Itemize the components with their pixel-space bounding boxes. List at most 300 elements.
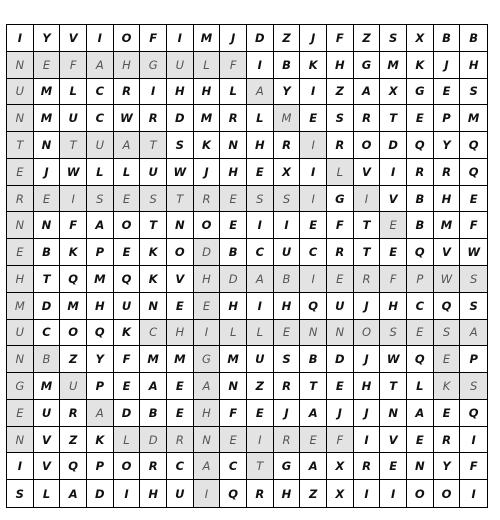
grid-cell[interactable]: V — [34, 427, 61, 454]
grid-cell[interactable]: X — [407, 25, 434, 52]
grid-cell[interactable]: E — [34, 52, 61, 79]
grid-cell[interactable]: I — [247, 293, 274, 320]
grid-cell[interactable]: P — [407, 266, 434, 293]
grid-cell[interactable]: F — [380, 266, 407, 293]
grid-cell[interactable]: S — [434, 320, 461, 347]
grid-cell[interactable]: L — [247, 105, 274, 132]
grid-cell[interactable]: N — [7, 212, 34, 239]
grid-cell[interactable]: R — [167, 427, 194, 454]
grid-cell[interactable]: T — [354, 212, 381, 239]
grid-cell[interactable]: H — [274, 480, 301, 507]
grid-cell[interactable]: N — [220, 373, 247, 400]
grid-cell[interactable]: A — [194, 373, 221, 400]
grid-cell[interactable]: M — [34, 373, 61, 400]
grid-cell[interactable]: R — [327, 239, 354, 266]
grid-cell[interactable]: S — [87, 186, 114, 213]
grid-cell[interactable]: P — [87, 453, 114, 480]
grid-cell[interactable]: R — [327, 132, 354, 159]
grid-cell[interactable]: O — [167, 239, 194, 266]
grid-cell[interactable]: N — [327, 320, 354, 347]
grid-cell[interactable]: C — [407, 293, 434, 320]
grid-cell[interactable]: I — [7, 25, 34, 52]
grid-cell[interactable]: I — [380, 159, 407, 186]
grid-cell[interactable]: S — [140, 186, 167, 213]
grid-cell[interactable]: T — [354, 239, 381, 266]
grid-cell[interactable]: S — [460, 266, 487, 293]
grid-cell[interactable]: I — [354, 186, 381, 213]
grid-cell[interactable]: D — [114, 400, 141, 427]
grid-cell[interactable]: S — [460, 373, 487, 400]
grid-cell[interactable]: N — [380, 400, 407, 427]
grid-cell[interactable]: W — [380, 346, 407, 373]
grid-cell[interactable]: E — [380, 239, 407, 266]
grid-cell[interactable]: L — [87, 159, 114, 186]
grid-cell[interactable]: H — [114, 52, 141, 79]
grid-cell[interactable]: U — [34, 400, 61, 427]
grid-cell[interactable]: M — [194, 25, 221, 52]
grid-cell[interactable]: N — [300, 320, 327, 347]
grid-cell[interactable]: I — [300, 266, 327, 293]
grid-cell[interactable]: A — [114, 132, 141, 159]
grid-cell[interactable]: D — [140, 427, 167, 454]
grid-cell[interactable]: E — [34, 186, 61, 213]
grid-cell[interactable]: E — [167, 400, 194, 427]
grid-cell[interactable]: R — [140, 453, 167, 480]
grid-cell[interactable]: D — [87, 480, 114, 507]
grid-cell[interactable]: K — [60, 239, 87, 266]
grid-cell[interactable]: Q — [407, 132, 434, 159]
grid-cell[interactable]: R — [114, 79, 141, 106]
grid-cell[interactable]: U — [7, 79, 34, 106]
grid-cell[interactable]: M — [194, 105, 221, 132]
grid-cell[interactable]: B — [407, 186, 434, 213]
grid-cell[interactable]: L — [327, 159, 354, 186]
grid-cell[interactable]: Z — [327, 79, 354, 106]
grid-cell[interactable]: T — [7, 132, 34, 159]
grid-cell[interactable]: E — [7, 239, 34, 266]
grid-cell[interactable]: I — [247, 212, 274, 239]
grid-cell[interactable]: F — [60, 212, 87, 239]
grid-cell[interactable]: C — [34, 320, 61, 347]
grid-cell[interactable]: I — [194, 480, 221, 507]
grid-cell[interactable]: Z — [354, 25, 381, 52]
grid-cell[interactable]: B — [140, 400, 167, 427]
grid-cell[interactable]: T — [34, 266, 61, 293]
grid-cell[interactable]: O — [354, 132, 381, 159]
grid-cell[interactable]: H — [460, 52, 487, 79]
grid-cell[interactable]: A — [300, 453, 327, 480]
grid-cell[interactable]: E — [114, 239, 141, 266]
grid-cell[interactable]: H — [167, 320, 194, 347]
grid-cell[interactable]: A — [87, 52, 114, 79]
grid-cell[interactable]: C — [167, 453, 194, 480]
grid-cell[interactable]: S — [460, 293, 487, 320]
grid-cell[interactable]: R — [354, 105, 381, 132]
grid-cell[interactable]: F — [114, 346, 141, 373]
grid-cell[interactable]: T — [167, 186, 194, 213]
grid-cell[interactable]: E — [247, 400, 274, 427]
grid-cell[interactable]: Q — [300, 293, 327, 320]
grid-cell[interactable]: W — [114, 105, 141, 132]
grid-cell[interactable]: U — [114, 293, 141, 320]
grid-cell[interactable]: F — [460, 212, 487, 239]
grid-cell[interactable]: K — [114, 320, 141, 347]
grid-cell[interactable]: L — [60, 79, 87, 106]
grid-cell[interactable]: F — [220, 400, 247, 427]
grid-cell[interactable]: Y — [274, 79, 301, 106]
grid-cell[interactable]: M — [274, 105, 301, 132]
grid-cell[interactable]: G — [407, 79, 434, 106]
grid-cell[interactable]: M — [167, 346, 194, 373]
grid-cell[interactable]: E — [380, 212, 407, 239]
grid-cell[interactable]: Q — [60, 453, 87, 480]
grid-cell[interactable]: N — [7, 105, 34, 132]
grid-cell[interactable]: A — [247, 79, 274, 106]
grid-cell[interactable]: B — [274, 266, 301, 293]
grid-cell[interactable]: Q — [60, 266, 87, 293]
grid-cell[interactable]: V — [34, 453, 61, 480]
grid-cell[interactable]: F — [140, 25, 167, 52]
grid-cell[interactable]: F — [60, 52, 87, 79]
grid-cell[interactable]: M — [87, 266, 114, 293]
grid-cell[interactable]: H — [354, 373, 381, 400]
grid-cell[interactable]: J — [327, 400, 354, 427]
grid-cell[interactable]: C — [87, 79, 114, 106]
grid-cell[interactable]: Q — [407, 346, 434, 373]
grid-cell[interactable]: L — [220, 79, 247, 106]
grid-cell[interactable]: U — [167, 52, 194, 79]
grid-cell[interactable]: H — [140, 480, 167, 507]
grid-cell[interactable]: M — [140, 346, 167, 373]
grid-cell[interactable]: H — [220, 159, 247, 186]
grid-cell[interactable]: N — [34, 132, 61, 159]
grid-cell[interactable]: I — [300, 132, 327, 159]
grid-cell[interactable]: U — [60, 373, 87, 400]
grid-cell[interactable]: V — [380, 186, 407, 213]
grid-cell[interactable]: M — [220, 346, 247, 373]
grid-cell[interactable]: G — [327, 186, 354, 213]
grid-cell[interactable]: O — [114, 25, 141, 52]
grid-cell[interactable]: Q — [434, 293, 461, 320]
grid-cell[interactable]: B — [274, 52, 301, 79]
grid-cell[interactable]: Y — [434, 453, 461, 480]
grid-cell[interactable]: A — [460, 320, 487, 347]
grid-cell[interactable]: U — [274, 239, 301, 266]
grid-cell[interactable]: E — [194, 293, 221, 320]
grid-cell[interactable]: G — [140, 52, 167, 79]
grid-cell[interactable]: M — [460, 105, 487, 132]
grid-cell[interactable]: Z — [60, 427, 87, 454]
grid-cell[interactable]: N — [7, 52, 34, 79]
grid-cell[interactable]: R — [354, 266, 381, 293]
grid-cell[interactable]: C — [140, 320, 167, 347]
grid-cell[interactable]: R — [274, 132, 301, 159]
grid-cell[interactable]: I — [87, 25, 114, 52]
grid-cell[interactable]: O — [114, 453, 141, 480]
grid-cell[interactable]: I — [460, 480, 487, 507]
grid-cell[interactable]: N — [34, 212, 61, 239]
grid-cell[interactable]: N — [167, 212, 194, 239]
grid-cell[interactable]: A — [87, 212, 114, 239]
grid-cell[interactable]: R — [354, 453, 381, 480]
grid-cell[interactable]: J — [300, 25, 327, 52]
grid-cell[interactable]: W — [460, 239, 487, 266]
grid-cell[interactable]: R — [407, 159, 434, 186]
grid-cell[interactable]: R — [220, 105, 247, 132]
grid-cell[interactable]: C — [300, 239, 327, 266]
grid-cell[interactable]: N — [407, 453, 434, 480]
grid-cell[interactable]: Z — [60, 346, 87, 373]
grid-cell[interactable]: D — [167, 105, 194, 132]
grid-cell[interactable]: B — [220, 239, 247, 266]
grid-cell[interactable]: A — [354, 79, 381, 106]
grid-cell[interactable]: R — [60, 400, 87, 427]
grid-cell[interactable]: A — [247, 266, 274, 293]
grid-cell[interactable]: K — [87, 427, 114, 454]
grid-cell[interactable]: E — [220, 212, 247, 239]
grid-cell[interactable]: A — [407, 400, 434, 427]
grid-cell[interactable]: Q — [460, 159, 487, 186]
grid-cell[interactable]: A — [140, 373, 167, 400]
grid-cell[interactable]: S — [460, 79, 487, 106]
grid-cell[interactable]: H — [7, 266, 34, 293]
grid-cell[interactable]: F — [460, 453, 487, 480]
grid-cell[interactable]: I — [274, 212, 301, 239]
grid-cell[interactable]: H — [434, 186, 461, 213]
grid-cell[interactable]: E — [434, 400, 461, 427]
grid-cell[interactable]: W — [434, 266, 461, 293]
grid-cell[interactable]: P — [87, 239, 114, 266]
grid-cell[interactable]: E — [7, 400, 34, 427]
grid-cell[interactable]: B — [34, 346, 61, 373]
grid-cell[interactable]: I — [60, 186, 87, 213]
grid-cell[interactable]: D — [247, 25, 274, 52]
grid-cell[interactable]: E — [300, 105, 327, 132]
grid-cell[interactable]: V — [60, 25, 87, 52]
grid-cell[interactable]: A — [87, 400, 114, 427]
grid-cell[interactable]: H — [87, 293, 114, 320]
grid-cell[interactable]: E — [434, 346, 461, 373]
grid-cell[interactable]: K — [407, 52, 434, 79]
grid-cell[interactable]: M — [60, 293, 87, 320]
grid-cell[interactable]: Z — [274, 25, 301, 52]
grid-cell[interactable]: Q — [220, 480, 247, 507]
grid-cell[interactable]: E — [220, 186, 247, 213]
grid-cell[interactable]: Y — [34, 25, 61, 52]
grid-cell[interactable]: G — [194, 346, 221, 373]
grid-cell[interactable]: E — [300, 212, 327, 239]
grid-cell[interactable]: S — [380, 25, 407, 52]
grid-cell[interactable]: J — [354, 400, 381, 427]
grid-cell[interactable]: E — [274, 320, 301, 347]
grid-cell[interactable]: E — [220, 427, 247, 454]
grid-cell[interactable]: J — [354, 293, 381, 320]
grid-cell[interactable]: I — [114, 480, 141, 507]
grid-cell[interactable]: U — [60, 105, 87, 132]
grid-cell[interactable]: D — [327, 346, 354, 373]
grid-cell[interactable]: S — [327, 105, 354, 132]
grid-cell[interactable]: R — [274, 427, 301, 454]
grid-cell[interactable]: C — [220, 453, 247, 480]
grid-cell[interactable]: V — [380, 427, 407, 454]
grid-cell[interactable]: E — [114, 373, 141, 400]
grid-cell[interactable]: I — [354, 480, 381, 507]
grid-cell[interactable]: U — [140, 159, 167, 186]
grid-cell[interactable]: B — [300, 346, 327, 373]
grid-cell[interactable]: Y — [434, 132, 461, 159]
grid-cell[interactable]: L — [34, 480, 61, 507]
grid-cell[interactable]: F — [327, 25, 354, 52]
grid-cell[interactable]: E — [114, 186, 141, 213]
grid-cell[interactable]: O — [60, 320, 87, 347]
grid-cell[interactable]: U — [7, 320, 34, 347]
grid-cell[interactable]: W — [167, 159, 194, 186]
grid-cell[interactable]: R — [434, 427, 461, 454]
grid-cell[interactable]: P — [434, 105, 461, 132]
grid-cell[interactable]: E — [327, 373, 354, 400]
grid-cell[interactable]: O — [114, 212, 141, 239]
grid-cell[interactable]: H — [327, 52, 354, 79]
grid-cell[interactable]: M — [34, 105, 61, 132]
grid-cell[interactable]: D — [194, 239, 221, 266]
grid-cell[interactable]: M — [434, 212, 461, 239]
grid-cell[interactable]: O — [354, 320, 381, 347]
grid-cell[interactable]: E — [407, 427, 434, 454]
grid-cell[interactable]: M — [34, 79, 61, 106]
grid-cell[interactable]: B — [407, 212, 434, 239]
grid-cell[interactable]: V — [434, 239, 461, 266]
grid-cell[interactable]: K — [434, 373, 461, 400]
grid-cell[interactable]: D — [34, 293, 61, 320]
grid-cell[interactable]: H — [194, 266, 221, 293]
grid-cell[interactable]: Z — [300, 480, 327, 507]
grid-cell[interactable]: U — [87, 132, 114, 159]
grid-cell[interactable]: B — [460, 25, 487, 52]
grid-cell[interactable]: K — [300, 52, 327, 79]
grid-cell[interactable]: J — [274, 400, 301, 427]
grid-cell[interactable]: O — [407, 480, 434, 507]
grid-cell[interactable]: S — [7, 480, 34, 507]
grid-cell[interactable]: H — [194, 400, 221, 427]
grid-cell[interactable]: G — [354, 52, 381, 79]
grid-cell[interactable]: E — [7, 159, 34, 186]
grid-cell[interactable]: I — [300, 79, 327, 106]
grid-cell[interactable]: T — [300, 373, 327, 400]
grid-cell[interactable]: D — [220, 266, 247, 293]
grid-cell[interactable]: X — [274, 159, 301, 186]
grid-cell[interactable]: I — [300, 186, 327, 213]
grid-cell[interactable]: R — [140, 105, 167, 132]
grid-cell[interactable]: H — [247, 132, 274, 159]
grid-cell[interactable]: A — [300, 400, 327, 427]
grid-cell[interactable]: V — [354, 159, 381, 186]
grid-cell[interactable]: I — [300, 159, 327, 186]
grid-cell[interactable]: B — [434, 25, 461, 52]
grid-cell[interactable]: L — [194, 52, 221, 79]
grid-cell[interactable]: K — [140, 239, 167, 266]
grid-cell[interactable]: T — [140, 132, 167, 159]
grid-cell[interactable]: R — [274, 373, 301, 400]
grid-cell[interactable]: M — [380, 52, 407, 79]
grid-cell[interactable]: G — [274, 453, 301, 480]
grid-cell[interactable]: E — [434, 79, 461, 106]
grid-cell[interactable]: S — [274, 186, 301, 213]
grid-cell[interactable]: Q — [460, 400, 487, 427]
grid-cell[interactable]: R — [434, 159, 461, 186]
grid-cell[interactable]: E — [167, 293, 194, 320]
grid-cell[interactable]: I — [247, 52, 274, 79]
grid-cell[interactable]: J — [354, 346, 381, 373]
grid-cell[interactable]: L — [247, 320, 274, 347]
grid-cell[interactable]: T — [380, 105, 407, 132]
grid-cell[interactable]: C — [87, 105, 114, 132]
grid-cell[interactable]: C — [247, 239, 274, 266]
grid-cell[interactable]: N — [7, 346, 34, 373]
grid-cell[interactable]: L — [114, 427, 141, 454]
grid-cell[interactable]: J — [194, 159, 221, 186]
grid-cell[interactable]: E — [327, 266, 354, 293]
grid-cell[interactable]: A — [60, 480, 87, 507]
grid-cell[interactable]: O — [194, 212, 221, 239]
grid-cell[interactable]: P — [460, 346, 487, 373]
grid-cell[interactable]: E — [407, 105, 434, 132]
grid-cell[interactable]: Y — [87, 346, 114, 373]
grid-cell[interactable]: S — [247, 186, 274, 213]
grid-cell[interactable]: V — [167, 266, 194, 293]
grid-cell[interactable]: L — [114, 159, 141, 186]
grid-cell[interactable]: E — [380, 453, 407, 480]
grid-cell[interactable]: K — [140, 266, 167, 293]
grid-cell[interactable]: S — [274, 346, 301, 373]
grid-cell[interactable]: F — [327, 427, 354, 454]
grid-cell[interactable]: E — [247, 159, 274, 186]
grid-cell[interactable]: M — [7, 293, 34, 320]
grid-cell[interactable]: H — [220, 293, 247, 320]
grid-cell[interactable]: U — [247, 346, 274, 373]
grid-cell[interactable]: D — [380, 132, 407, 159]
grid-cell[interactable]: A — [194, 453, 221, 480]
grid-cell[interactable]: P — [87, 373, 114, 400]
grid-cell[interactable]: W — [60, 159, 87, 186]
grid-cell[interactable]: Q — [87, 320, 114, 347]
grid-cell[interactable]: U — [167, 480, 194, 507]
grid-cell[interactable]: T — [380, 373, 407, 400]
grid-cell[interactable]: J — [220, 25, 247, 52]
grid-cell[interactable]: I — [354, 427, 381, 454]
grid-cell[interactable]: E — [167, 373, 194, 400]
grid-cell[interactable]: E — [407, 320, 434, 347]
grid-cell[interactable]: I — [140, 79, 167, 106]
grid-cell[interactable]: X — [327, 480, 354, 507]
grid-cell[interactable]: N — [220, 132, 247, 159]
grid-cell[interactable]: I — [380, 480, 407, 507]
grid-cell[interactable]: E — [300, 427, 327, 454]
grid-cell[interactable]: L — [220, 320, 247, 347]
grid-cell[interactable]: N — [140, 293, 167, 320]
grid-cell[interactable]: L — [407, 373, 434, 400]
grid-cell[interactable]: B — [34, 239, 61, 266]
grid-cell[interactable]: T — [247, 453, 274, 480]
grid-cell[interactable]: I — [247, 427, 274, 454]
grid-cell[interactable]: I — [167, 25, 194, 52]
grid-cell[interactable]: J — [434, 52, 461, 79]
grid-cell[interactable]: Q — [407, 239, 434, 266]
grid-cell[interactable]: R — [7, 186, 34, 213]
grid-cell[interactable]: Q — [114, 266, 141, 293]
grid-cell[interactable]: F — [327, 212, 354, 239]
grid-cell[interactable]: R — [247, 480, 274, 507]
grid-cell[interactable]: S — [167, 132, 194, 159]
